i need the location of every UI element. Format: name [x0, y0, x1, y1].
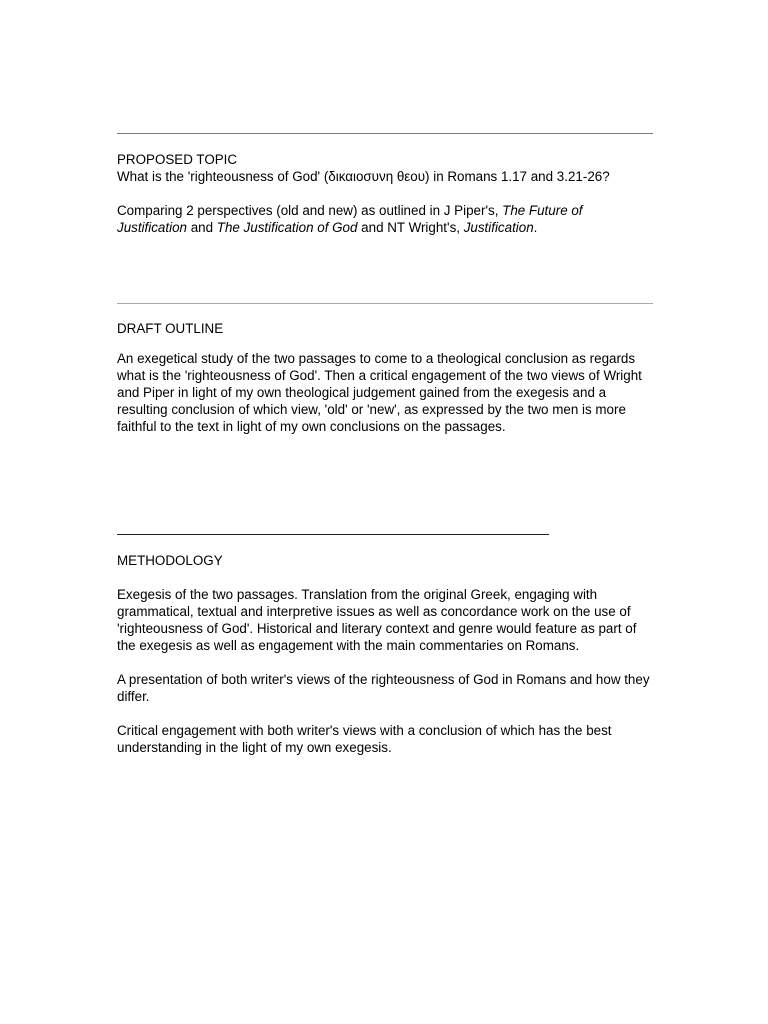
draft-outline-section	[117, 320, 653, 435]
comparison-and-2: and NT Wright's,	[357, 220, 464, 235]
methodology-paragraph-presentation: A presentation of both writer's views of the righteousness of God in Romans and how they differ.	[117, 672, 650, 704]
book-title-justification-of-god: The Justification of God	[216, 220, 358, 235]
methodology-paragraph-engagement: Critical engagement with both writer's views with a conclusion of which has the best understanding in the light of my own exegesis.	[117, 723, 612, 755]
proposed-topic-comparison	[117, 202, 653, 236]
methodology-paragraph-exegesis: Exegesis of the two passages. Translation from the original Greek, engaging with grammatical, textual and interpretive issues as well as concordance work on the use of 'righteousness of God'. Historical and literary context and genre would feature as part of the exegesis as well as engagement with the main commentaries on Romans.	[117, 587, 637, 653]
comparison-end: .	[533, 220, 538, 235]
proposed-topic-section	[117, 151, 653, 236]
comparison-intro: Comparing 2 perspectives (old and new) as outlined in J Piper's,	[117, 203, 503, 218]
underscore-divider: __________________________________________________________	[117, 520, 549, 535]
top-divider	[117, 133, 653, 134]
methodology-section	[117, 552, 653, 756]
middle-divider	[117, 303, 653, 304]
proposed-topic-question: What is the 'righteousness of God' (δικαιοσυνη θεου) in Romans 1.17 and 3.21-26?	[117, 169, 610, 184]
proposed-topic-heading: PROPOSED TOPIC	[117, 152, 238, 167]
book-title-future-of-justification: The Future of Justification	[117, 203, 583, 235]
methodology-heading: METHODOLOGY	[117, 553, 223, 568]
comparison-and-1: and	[186, 220, 217, 235]
book-title-justification: Justification	[463, 220, 534, 235]
draft-outline-body: An exegetical study of the two passages to come to a theological conclusion as regards what is the 'righteousness of God'. Then a critical engagement of the two views of Wright and Piper in light of my own theological judgement gained from the exegesis and a resulting conclusion of which view, 'old' or 'new', as expressed by the two men is more faithful to the text in light of my own conclusions on the passages.	[117, 351, 642, 434]
draft-outline-heading: DRAFT OUTLINE	[117, 321, 224, 336]
